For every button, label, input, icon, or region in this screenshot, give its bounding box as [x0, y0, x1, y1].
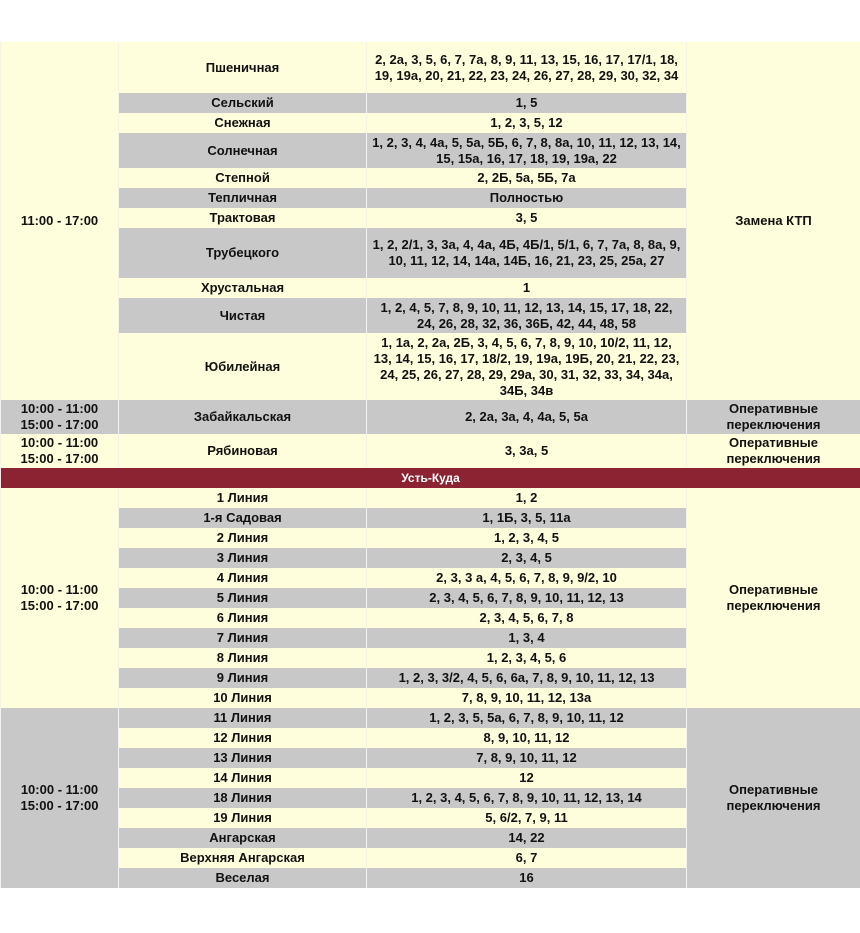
- houses-cell: 1, 2: [367, 488, 687, 508]
- houses-cell: Полностью: [367, 188, 687, 208]
- houses-cell: 1, 2, 3, 4, 4а, 5, 5а, 5Б, 6, 7, 8, 8а, 10, 11, 12, 13, 14, 15, 15а, 16, 17, 18, 19, 19а, 22: [367, 133, 687, 168]
- time-range: 10:00 - 11:00: [20, 401, 99, 416]
- houses-cell: 1: [367, 278, 687, 298]
- street-cell: 6 Линия: [119, 608, 367, 628]
- table-row: [1, 434, 860, 468]
- street-cell: 18 Линия: [119, 788, 367, 808]
- houses-cell: 1, 5: [367, 93, 687, 113]
- street-cell: 4 Линия: [119, 568, 367, 588]
- street-cell: Рябиновая: [119, 434, 367, 468]
- houses-cell: 1, 3, 4: [367, 628, 687, 648]
- street-cell: Солнечная: [119, 133, 367, 168]
- houses-cell: 2, 3, 3 а, 4, 5, 6, 7, 8, 9, 9/2, 10: [367, 568, 687, 588]
- street-cell: Хрустальная: [119, 278, 367, 298]
- street-cell: Ангарская: [119, 828, 367, 848]
- street-cell: 2 Линия: [119, 528, 367, 548]
- houses-cell: 1, 2, 4, 5, 7, 8, 9, 10, 11, 12, 13, 14, 15, 17, 18, 22, 24, 26, 28, 32, 36, 36Б, 42, 44, 48, 58: [367, 298, 687, 333]
- houses-cell: 2, 3, 4, 5, 6, 7, 8, 9, 10, 11, 12, 13: [367, 588, 687, 608]
- section-title: Усть-Куда: [1, 468, 860, 488]
- houses-cell: 2, 2Б, 5а, 5Б, 7а: [367, 168, 687, 188]
- time-range: 15:00 - 17:00: [20, 798, 99, 813]
- table-row: [1, 488, 860, 508]
- time-range: 15:00 - 17:00: [20, 598, 99, 613]
- houses-cell: 5, 6/2, 7, 9, 11: [367, 808, 687, 828]
- street-cell: Юбилейная: [119, 333, 367, 400]
- table-row: [1, 400, 860, 434]
- houses-cell: 7, 8, 9, 10, 11, 12: [367, 748, 687, 768]
- houses-cell: 14, 22: [367, 828, 687, 848]
- street-cell: 19 Линия: [119, 808, 367, 828]
- street-cell: Тепличная: [119, 188, 367, 208]
- street-cell: Чистая: [119, 298, 367, 333]
- time-range: 10:00 - 11:00: [20, 582, 99, 597]
- time-cell: [1, 488, 119, 708]
- street-cell: Сельский: [119, 93, 367, 113]
- houses-cell: 3, 3а, 5: [367, 434, 687, 468]
- houses-cell: 1, 2, 3, 5, 5а, 6, 7, 8, 9, 10, 11, 12: [367, 708, 687, 728]
- houses-cell: 2, 3, 4, 5, 6, 7, 8: [367, 608, 687, 628]
- street-cell: 1 Линия: [119, 488, 367, 508]
- table-row: [1, 708, 860, 728]
- street-cell: 13 Линия: [119, 748, 367, 768]
- street-cell: 12 Линия: [119, 728, 367, 748]
- houses-cell: 2, 2а, 3а, 4, 4а, 5, 5а: [367, 400, 687, 434]
- houses-cell: 8, 9, 10, 11, 12: [367, 728, 687, 748]
- street-cell: Трактовая: [119, 208, 367, 228]
- houses-cell: 16: [367, 868, 687, 888]
- time-range: 15:00 - 17:00: [20, 417, 99, 432]
- street-cell: 10 Линия: [119, 688, 367, 708]
- houses-cell: 1, 2, 3, 4, 5: [367, 528, 687, 548]
- time-range: 15:00 - 17:00: [20, 451, 99, 466]
- houses-cell: 1, 2, 2/1, 3, 3а, 4, 4а, 4Б, 4Б/1, 5/1, 6, 7, 7а, 8, 8а, 9, 10, 11, 12, 14, 14а, 14Б, 16, 21, 23, 25, 25а, 27: [367, 228, 687, 278]
- street-cell: 7 Линия: [119, 628, 367, 648]
- street-cell: 8 Линия: [119, 648, 367, 668]
- street-cell: 11 Линия: [119, 708, 367, 728]
- houses-cell: 6, 7: [367, 848, 687, 868]
- time-range: 10:00 - 11:00: [20, 782, 99, 797]
- time-range: 11:00 - 17:00: [20, 213, 99, 228]
- street-cell: 3 Линия: [119, 548, 367, 568]
- street-cell: Трубецкого: [119, 228, 367, 278]
- houses-cell: 1, 1а, 2, 2а, 2Б, 3, 4, 5, 6, 7, 8, 9, 10, 10/2, 11, 12, 13, 14, 15, 16, 17, 18/2, 19, 19а, 19Б, 20, 21, 22, 23, 24, 25, 26, 27, 28, 29, 29а, 30, 31, 32, 33, 34, 34а, 34Б, 34в: [367, 333, 687, 400]
- section-header-row: [1, 468, 860, 488]
- houses-cell: 2, 3, 4, 5: [367, 548, 687, 568]
- street-cell: 5 Линия: [119, 588, 367, 608]
- street-cell: Пшеничная: [119, 42, 367, 93]
- time-range: 10:00 - 11:00: [20, 435, 99, 450]
- reason-cell: Оперативные переключения: [687, 708, 860, 888]
- time-cell: [1, 434, 119, 468]
- houses-cell: 1, 2, 3, 4, 5, 6: [367, 648, 687, 668]
- street-cell: Степной: [119, 168, 367, 188]
- street-cell: 1-я Садовая: [119, 508, 367, 528]
- houses-cell: 3, 5: [367, 208, 687, 228]
- houses-cell: 12: [367, 768, 687, 788]
- reason-cell: Оперативные переключения: [687, 434, 860, 468]
- houses-cell: 1, 1Б, 3, 5, 11а: [367, 508, 687, 528]
- houses-cell: 1, 2, 3, 5, 12: [367, 113, 687, 133]
- street-cell: Забайкальская: [119, 400, 367, 434]
- reason-cell: Оперативные переключения: [687, 488, 860, 708]
- houses-cell: 1, 2, 3, 4, 5, 6, 7, 8, 9, 10, 11, 12, 13, 14: [367, 788, 687, 808]
- street-cell: Снежная: [119, 113, 367, 133]
- time-cell: [1, 400, 119, 434]
- table-row: [1, 42, 860, 93]
- reason-cell: Оперативные переключения: [687, 400, 860, 434]
- reason-cell: Замена КТП: [687, 42, 860, 400]
- houses-cell: 2, 2а, 3, 5, 6, 7, 7а, 8, 9, 11, 13, 15, 16, 17, 17/1, 18, 19, 19а, 20, 21, 22, 23, 24, 26, 27, 28, 29, 30, 32, 34: [367, 42, 687, 93]
- time-cell: [1, 708, 119, 888]
- houses-cell: 1, 2, 3, 3/2, 4, 5, 6, 6а, 7, 8, 9, 10, 11, 12, 13: [367, 668, 687, 688]
- houses-cell: 7, 8, 9, 10, 11, 12, 13а: [367, 688, 687, 708]
- outage-schedule-table: [0, 42, 860, 888]
- street-cell: 9 Линия: [119, 668, 367, 688]
- street-cell: Веселая: [119, 868, 367, 888]
- time-cell: [1, 42, 119, 400]
- street-cell: Верхняя Ангарская: [119, 848, 367, 868]
- street-cell: 14 Линия: [119, 768, 367, 788]
